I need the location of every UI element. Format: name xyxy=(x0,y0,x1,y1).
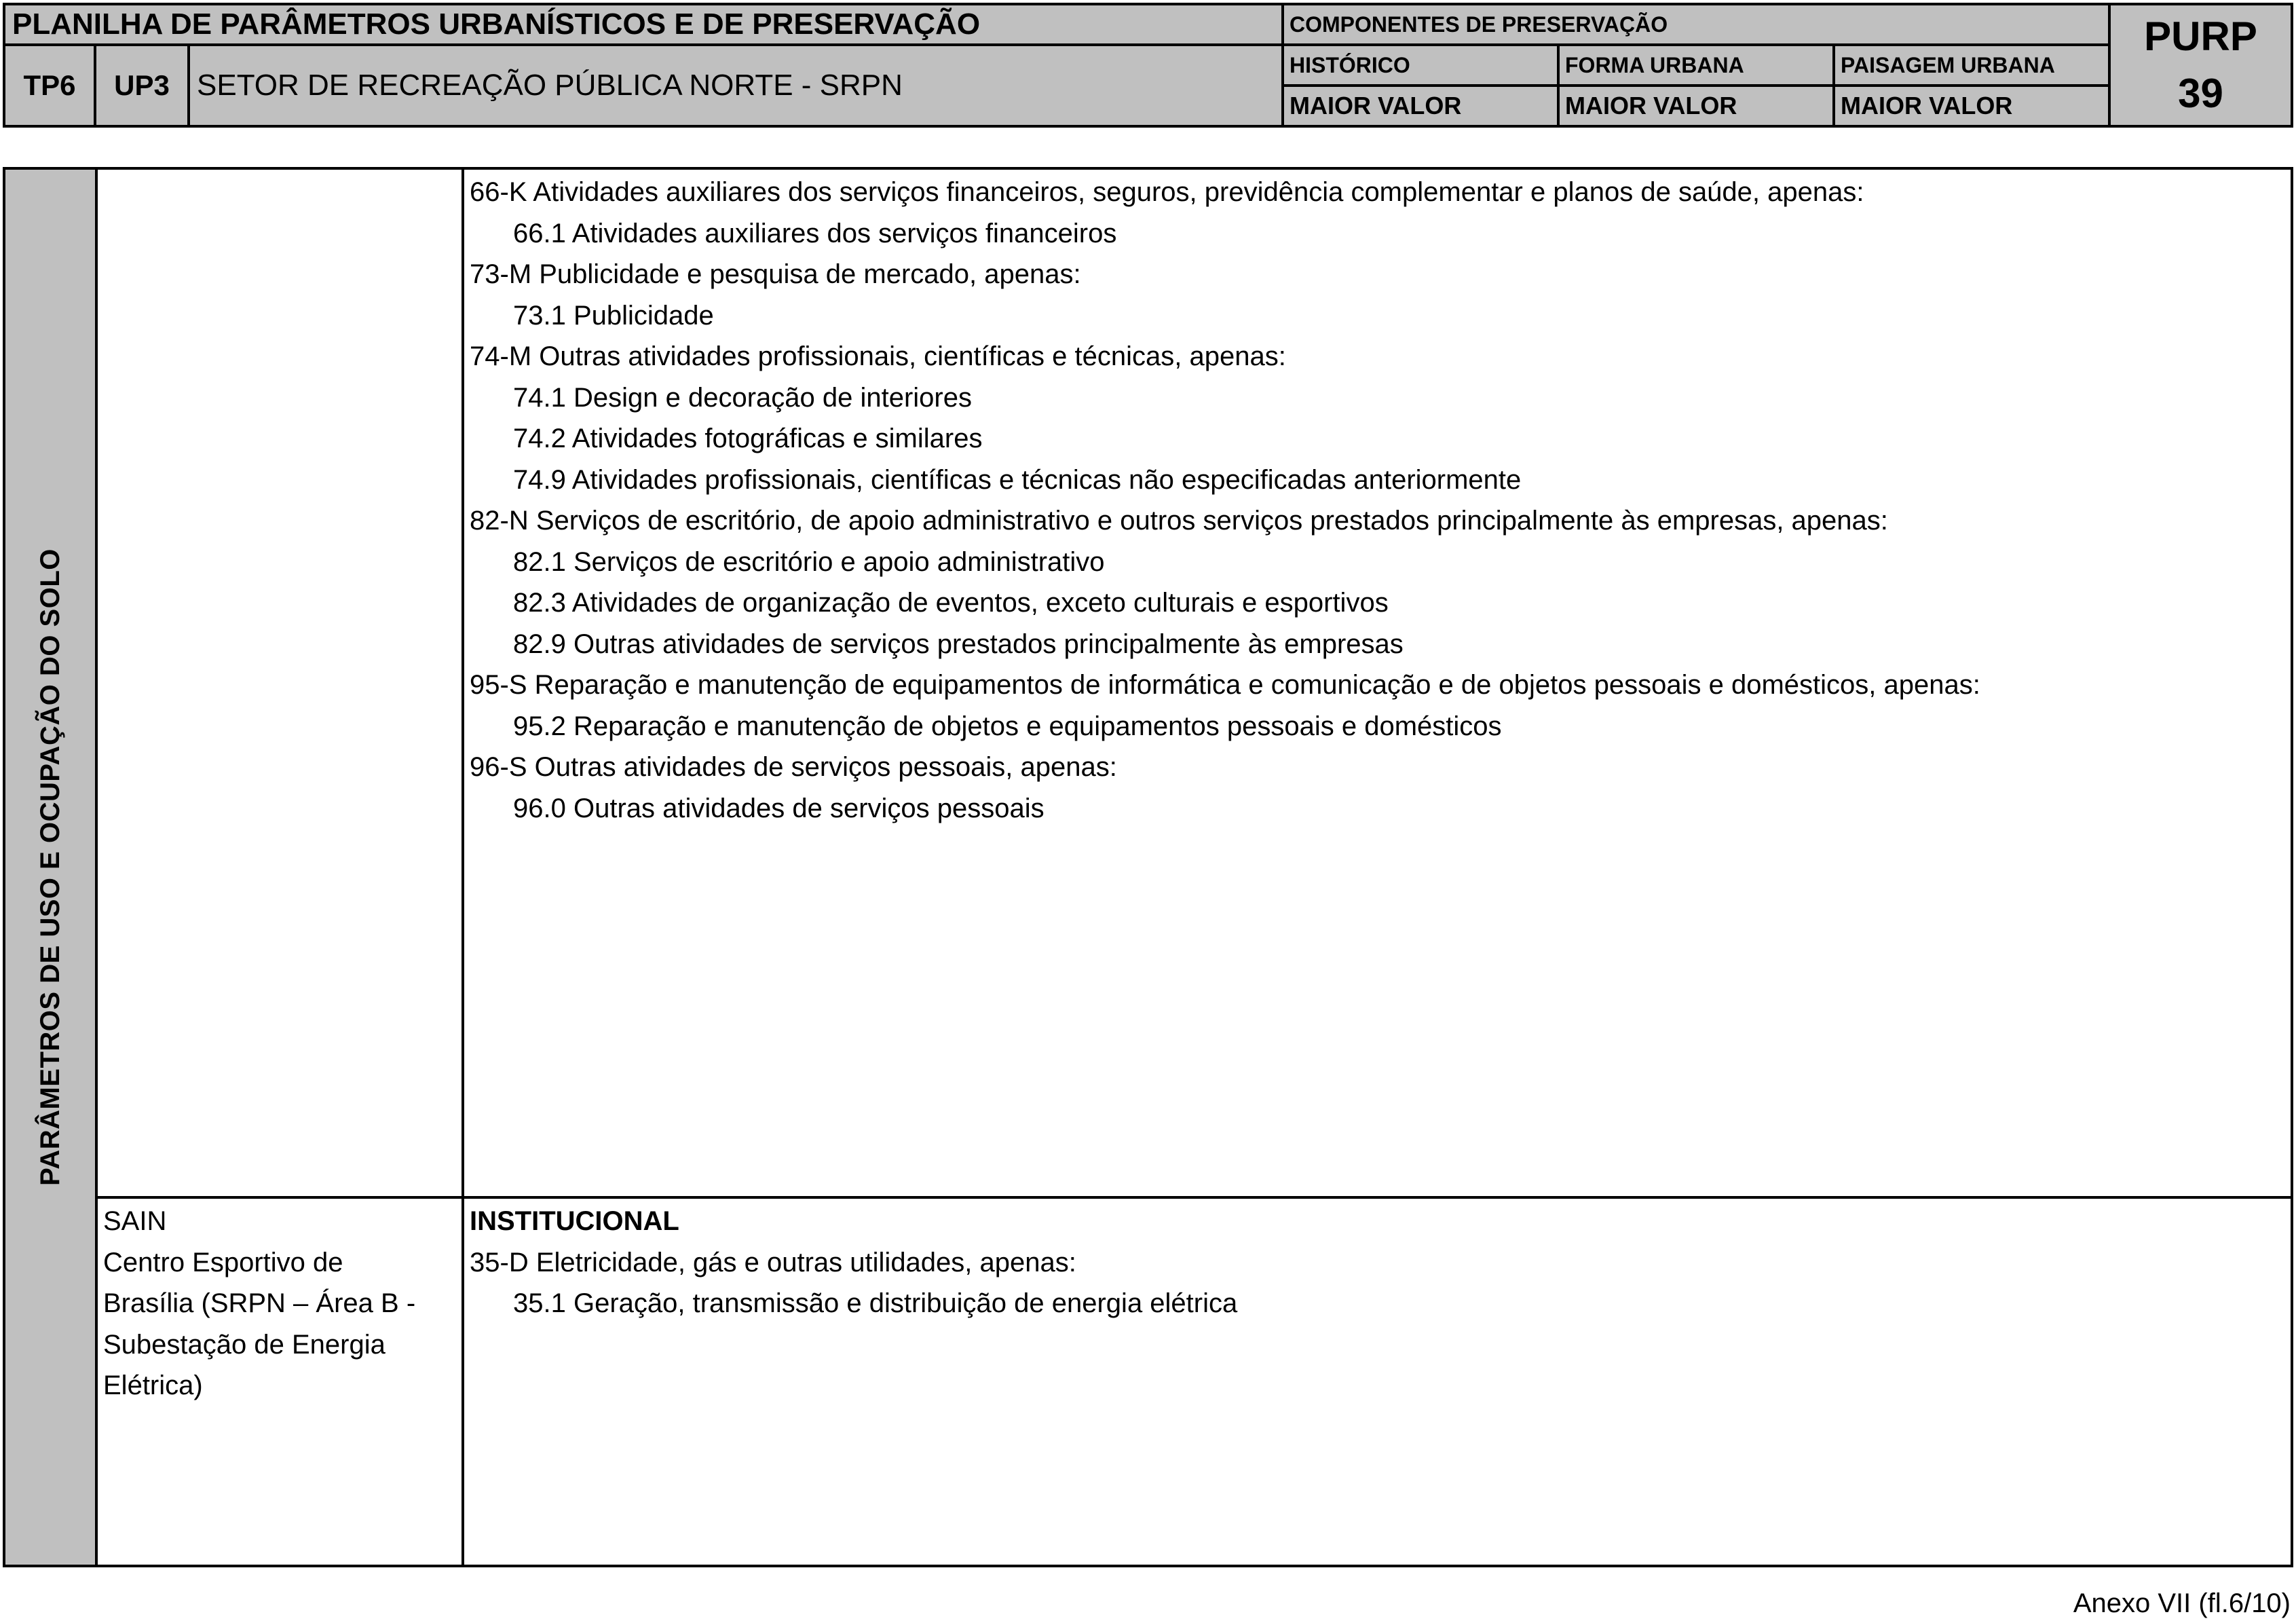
side-label-text: PARÂMETROS DE USO E OCUPAÇÃO DO SOLO xyxy=(35,548,65,1186)
activity-class: 66-K Atividades auxiliares dos serviços financeiros, seguros, previdência complementar e planos de saúde, apenas: xyxy=(470,177,1864,207)
location-line: Subestação de Energia xyxy=(103,1329,385,1360)
activity-subclass: 74.1 Design e decoração de interiores xyxy=(513,382,972,413)
component-label-forma-urbana xyxy=(1557,43,1835,87)
component-label-text: FORMA URBANA xyxy=(1565,52,1744,77)
activity-subclass: 82.3 Atividades de organização de eventos, exceto culturais e esportivos xyxy=(513,588,1389,618)
activity-class: 82-N Serviços de escritório, de apoio administrativo e outros serviços prestados principalmente às empresas, apenas: xyxy=(470,506,1888,536)
activity-subclass: 74.2 Atividades fotográficas e similares xyxy=(513,424,983,453)
activity-subclass: 35.1 Geração, transmissão e distribuição de energia elétrica xyxy=(513,1288,1238,1318)
purp-label: PURP xyxy=(2144,14,2257,59)
component-value-text: MAIOR VALOR xyxy=(1841,92,2013,119)
activities-list-row-2 xyxy=(464,1201,2291,1324)
activities-list-row-1 xyxy=(464,172,2291,829)
component-label-text: PAISAGEM URBANA xyxy=(1841,52,2055,77)
location-cell-row-2 xyxy=(95,1196,464,1567)
activity-subclass: 82.9 Outras atividades de serviços prestados principalmente às empresas xyxy=(513,629,1404,659)
activity-class: 96-S Outras atividades de serviços pessoais, apenas: xyxy=(470,752,1117,782)
location-line: Elétrica) xyxy=(103,1370,203,1400)
purp-number: 39 xyxy=(2178,71,2223,116)
activity-class: 73-M Publicidade e pesquisa de mercado, apenas: xyxy=(470,259,1081,289)
component-value-text: MAIOR VALOR xyxy=(1290,92,1462,119)
sheet-title-text: PLANILHA DE PARÂMETROS URBANÍSTICOS E DE PRESERVAÇÃO xyxy=(12,7,981,41)
activities-cell-row-1 xyxy=(462,167,2293,1199)
activity-class: 74-M Outras atividades profissionais, científicas e técnicas, apenas: xyxy=(470,341,1286,371)
activity-subclass: 96.0 Outras atividades de serviços pessoais xyxy=(513,793,1045,823)
components-title-text: COMPONENTES DE PRESERVAÇÃO xyxy=(1290,12,1668,37)
category-heading: INSTITUCIONAL xyxy=(470,1206,679,1236)
purp-box xyxy=(2108,3,2293,128)
sector-name xyxy=(187,43,1284,128)
activity-subclass: 66.1 Atividades auxiliares dos serviços financeiros xyxy=(513,218,1117,248)
annex-footer: Anexo VII (fl.6/10) xyxy=(2073,1588,2291,1618)
location-cell-row-1 xyxy=(95,167,464,1199)
component-value-text: MAIOR VALOR xyxy=(1565,92,1737,119)
activity-subclass: 73.1 Publicidade xyxy=(513,300,714,331)
up-code xyxy=(94,43,190,128)
activities-cell-row-2 xyxy=(462,1196,2293,1567)
sector-name-text: SETOR DE RECREAÇÃO PÚBLICA NORTE - SRPN xyxy=(197,69,903,102)
tp-code xyxy=(3,43,96,128)
location-line: Centro Esportivo de xyxy=(103,1247,343,1277)
location-line: SAIN xyxy=(103,1206,167,1236)
location-line: Brasília (SRPN – Área B - xyxy=(103,1288,416,1318)
components-title xyxy=(1281,3,2111,46)
component-value-historico xyxy=(1281,84,1560,128)
activity-class: 95-S Reparação e manutenção de equipamentos de informática e comunicação e de objetos pessoais e domésticos, apenas: xyxy=(470,670,1980,700)
activity-subclass: 74.9 Atividades profissionais, científicas e técnicas não especificadas anteriormente xyxy=(513,464,1522,495)
activity-class: 35-D Eletricidade, gás e outras utilidades, apenas: xyxy=(470,1247,1076,1277)
up-code-text: UP3 xyxy=(114,69,170,101)
tp-code-text: TP6 xyxy=(23,69,76,101)
component-value-forma-urbana xyxy=(1557,84,1835,128)
component-value-paisagem-urbana xyxy=(1832,84,2111,128)
component-label-historico xyxy=(1281,43,1560,87)
component-label-text: HISTÓRICO xyxy=(1290,52,1410,77)
activity-subclass: 95.2 Reparação e manutenção de objetos e equipamentos pessoais e domésticos xyxy=(513,711,1502,741)
sheet-title xyxy=(3,3,1284,46)
side-label xyxy=(3,167,98,1567)
activity-subclass: 82.1 Serviços de escritório e apoio administrativo xyxy=(513,546,1105,577)
location-list-row-2 xyxy=(98,1201,462,1406)
component-label-paisagem-urbana xyxy=(1832,43,2111,87)
